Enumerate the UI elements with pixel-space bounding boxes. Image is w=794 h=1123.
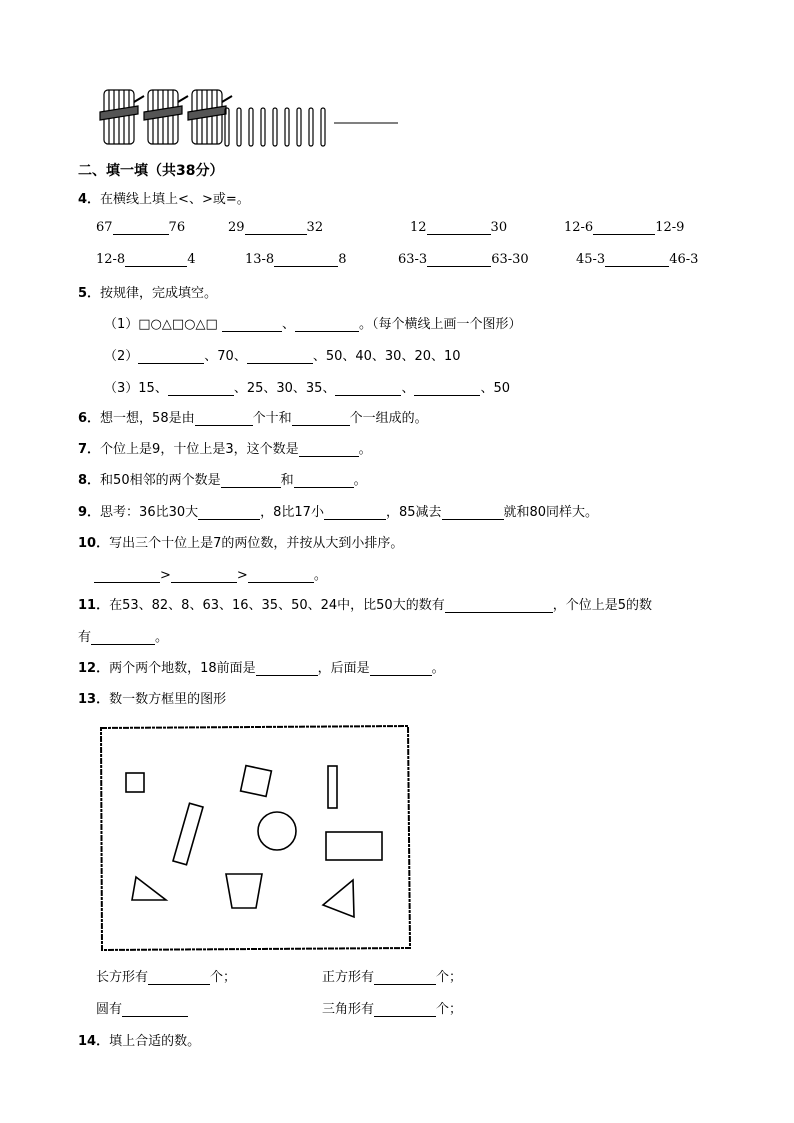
answer-blank[interactable]: [299, 442, 359, 457]
question-text: 三角形有: [322, 1002, 375, 1017]
question-number: 13．: [78, 692, 110, 707]
ordering-answer: [94, 564, 327, 583]
question-14: [78, 1030, 200, 1049]
compare-right: 32: [306, 220, 324, 235]
compare-item: [576, 252, 698, 267]
answer-blank[interactable]: [168, 381, 234, 396]
square-shape: [126, 773, 144, 792]
answer-blank[interactable]: [222, 317, 282, 332]
bundle-icon: [100, 90, 144, 144]
question-number: 5．: [78, 286, 101, 301]
question-text: 按规律，完成填空。: [100, 286, 218, 301]
pattern-suffix: 。（每个横线上画一个图形）: [358, 317, 522, 332]
separator: 、: [281, 317, 295, 332]
answer-blank[interactable]: [198, 505, 260, 520]
question-text: ，后面是: [317, 661, 370, 676]
question-text: 。: [353, 473, 367, 488]
unit-text: 个；: [436, 970, 463, 985]
pattern-middle: 、70、: [204, 349, 247, 364]
bundle-icon: [144, 90, 188, 144]
compare-right: 12-9: [655, 220, 685, 235]
question-text: 个十和: [252, 411, 292, 426]
question-text: 想一想，58是由: [100, 411, 195, 426]
answer-blank[interactable]: [605, 252, 669, 267]
question-13: [78, 688, 226, 707]
answer-blank[interactable]: [91, 630, 155, 645]
question-number: 11．: [78, 598, 110, 613]
answer-blank[interactable]: [593, 220, 655, 235]
question-number: 14．: [78, 1034, 110, 1049]
compare-item: [410, 220, 507, 235]
question-text: 数一数方框里的图形: [109, 692, 227, 707]
compare-left: 12-6: [564, 220, 594, 235]
answer-blank[interactable]: [274, 252, 338, 267]
question-text: 。: [358, 442, 372, 457]
question-text: 在53、82、8、63、16、35、50、24中，比50大的数有: [109, 598, 445, 613]
question-text: 思考：36比30大: [100, 505, 199, 520]
pattern-line-3: [104, 377, 510, 396]
question-text: 写出三个十位上是7的两位数，并按从大到小排序。: [109, 536, 404, 551]
section-title: 二、填一填（共38分）: [78, 163, 224, 179]
answer-blank[interactable]: [138, 349, 204, 364]
frame-border: [101, 726, 410, 950]
answer-blank[interactable]: [427, 252, 491, 267]
answer-blank[interactable]: [427, 220, 491, 235]
question-number: 12．: [78, 661, 110, 676]
question-10: [78, 532, 403, 551]
question-12: [78, 657, 445, 676]
question-text: 填上合适的数。: [109, 1034, 201, 1049]
answer-blank[interactable]: [122, 1002, 188, 1017]
compare-item: [96, 252, 196, 267]
answer-blank[interactable]: [374, 970, 436, 985]
question-text: 正方形有: [322, 970, 375, 985]
compare-left: 29: [228, 220, 245, 235]
pattern-prefix: （2）: [104, 349, 139, 364]
question-text: 。: [155, 630, 169, 645]
compare-item: [96, 220, 185, 235]
greater-than: >: [160, 568, 171, 583]
pattern-prefix: （1）□○△□○△□: [104, 317, 218, 332]
compare-right: 4: [187, 252, 196, 267]
stick-bundles-illustration: [98, 82, 408, 154]
compare-left: 12: [410, 220, 427, 235]
question-text: ，85减去: [385, 505, 442, 520]
compare-left: 67: [96, 220, 113, 235]
question-text: 和: [280, 473, 294, 488]
answer-blank[interactable]: [295, 317, 359, 332]
square-count: [322, 966, 462, 985]
question-11: [78, 594, 652, 613]
rectangle-shape: [326, 832, 382, 860]
trapezoid-shape: [226, 874, 262, 908]
triangle-shape: [132, 877, 166, 900]
question-text: 两个两个地数，18前面是: [109, 661, 256, 676]
answer-blank[interactable]: [113, 220, 169, 235]
answer-blank[interactable]: [442, 505, 504, 520]
question-text: 在横线上填上<、>或=。: [100, 192, 250, 207]
pattern-line-2: [104, 345, 461, 364]
question-5: [78, 282, 217, 301]
question-9: [78, 501, 598, 520]
question-4: [78, 188, 250, 207]
question-number: 6．: [78, 411, 101, 426]
answer-blank[interactable]: [256, 661, 318, 676]
question-text: 长方形有: [96, 970, 149, 985]
question-text: 就和80同样大。: [503, 505, 599, 520]
greater-than: >: [236, 568, 248, 583]
question-number: 10．: [78, 536, 110, 551]
answer-blank[interactable]: [125, 252, 187, 267]
question-number: 7．: [78, 442, 101, 457]
answer-blank[interactable]: [374, 1002, 436, 1017]
unit-text: 个；: [210, 970, 237, 985]
compare-right: 30: [490, 220, 508, 235]
compare-right: 8: [338, 252, 347, 267]
question-text: 。: [431, 661, 445, 676]
question-text: 个一组成的。: [349, 411, 428, 426]
question-6: [78, 407, 428, 426]
answer-blank[interactable]: [335, 381, 401, 396]
compare-left: 13-8: [245, 252, 275, 267]
triangle-shape: [323, 880, 354, 917]
compare-left: 45-3: [576, 252, 606, 267]
answer-blank[interactable]: [171, 568, 237, 583]
compare-item: [245, 252, 347, 267]
question-text: ，个位上是5的数: [552, 598, 652, 613]
period: 。: [313, 568, 327, 583]
rectangle-count: [96, 966, 236, 985]
question-number: 4．: [78, 192, 101, 207]
compare-right: 63-30: [491, 252, 529, 267]
compare-item: [398, 252, 529, 267]
pattern-suffix: 、50、40、30、20、10: [312, 349, 461, 364]
question-text: 个位上是9，十位上是3，这个数是: [100, 442, 299, 457]
pattern-suffix: 、50: [480, 381, 511, 396]
question-number: 8．: [78, 473, 101, 488]
answer-blank[interactable]: [294, 473, 354, 488]
shapes-frame: [96, 722, 414, 954]
answer-blank[interactable]: [248, 568, 314, 583]
question-text: 有: [78, 630, 92, 645]
pattern-prefix: （3）15、: [104, 381, 168, 396]
answer-blank[interactable]: [324, 505, 386, 520]
circle-shape: [258, 812, 296, 850]
pattern-line-1: [104, 313, 521, 332]
question-7: [78, 438, 372, 457]
pattern-middle: 、25、30、35、: [233, 381, 336, 396]
question-8: [78, 469, 367, 488]
question-number: 9．: [78, 505, 101, 520]
answer-blank[interactable]: [245, 220, 307, 235]
square-shape: [241, 766, 272, 797]
circle-count: [96, 998, 188, 1017]
answer-blank[interactable]: [195, 411, 253, 426]
separator: 、: [401, 381, 415, 396]
compare-right: 76: [168, 220, 186, 235]
question-text: ，8比17小: [260, 505, 324, 520]
answer-blank[interactable]: [445, 598, 553, 613]
answer-blank[interactable]: [221, 473, 281, 488]
rectangle-shape: [173, 803, 203, 865]
unit-text: 个；: [436, 1002, 463, 1017]
single-sticks-icon: [225, 108, 325, 146]
answer-blank[interactable]: [292, 411, 350, 426]
answer-blank[interactable]: [370, 661, 432, 676]
compare-left: 63-3: [398, 252, 428, 267]
answer-blank[interactable]: [148, 970, 210, 985]
compare-item: [228, 220, 323, 235]
triangle-count: [322, 998, 462, 1017]
compare-left: 12-8: [96, 252, 126, 267]
answer-blank[interactable]: [414, 381, 480, 396]
compare-item: [564, 220, 684, 235]
question-text: 和50相邻的两个数是: [100, 473, 221, 488]
question-text: 圆有: [96, 1002, 123, 1017]
question-11-cont: [78, 626, 168, 645]
answer-blank[interactable]: [247, 349, 313, 364]
answer-blank[interactable]: [94, 568, 160, 583]
compare-right: 46-3: [669, 252, 699, 267]
rectangle-shape: [328, 766, 337, 808]
